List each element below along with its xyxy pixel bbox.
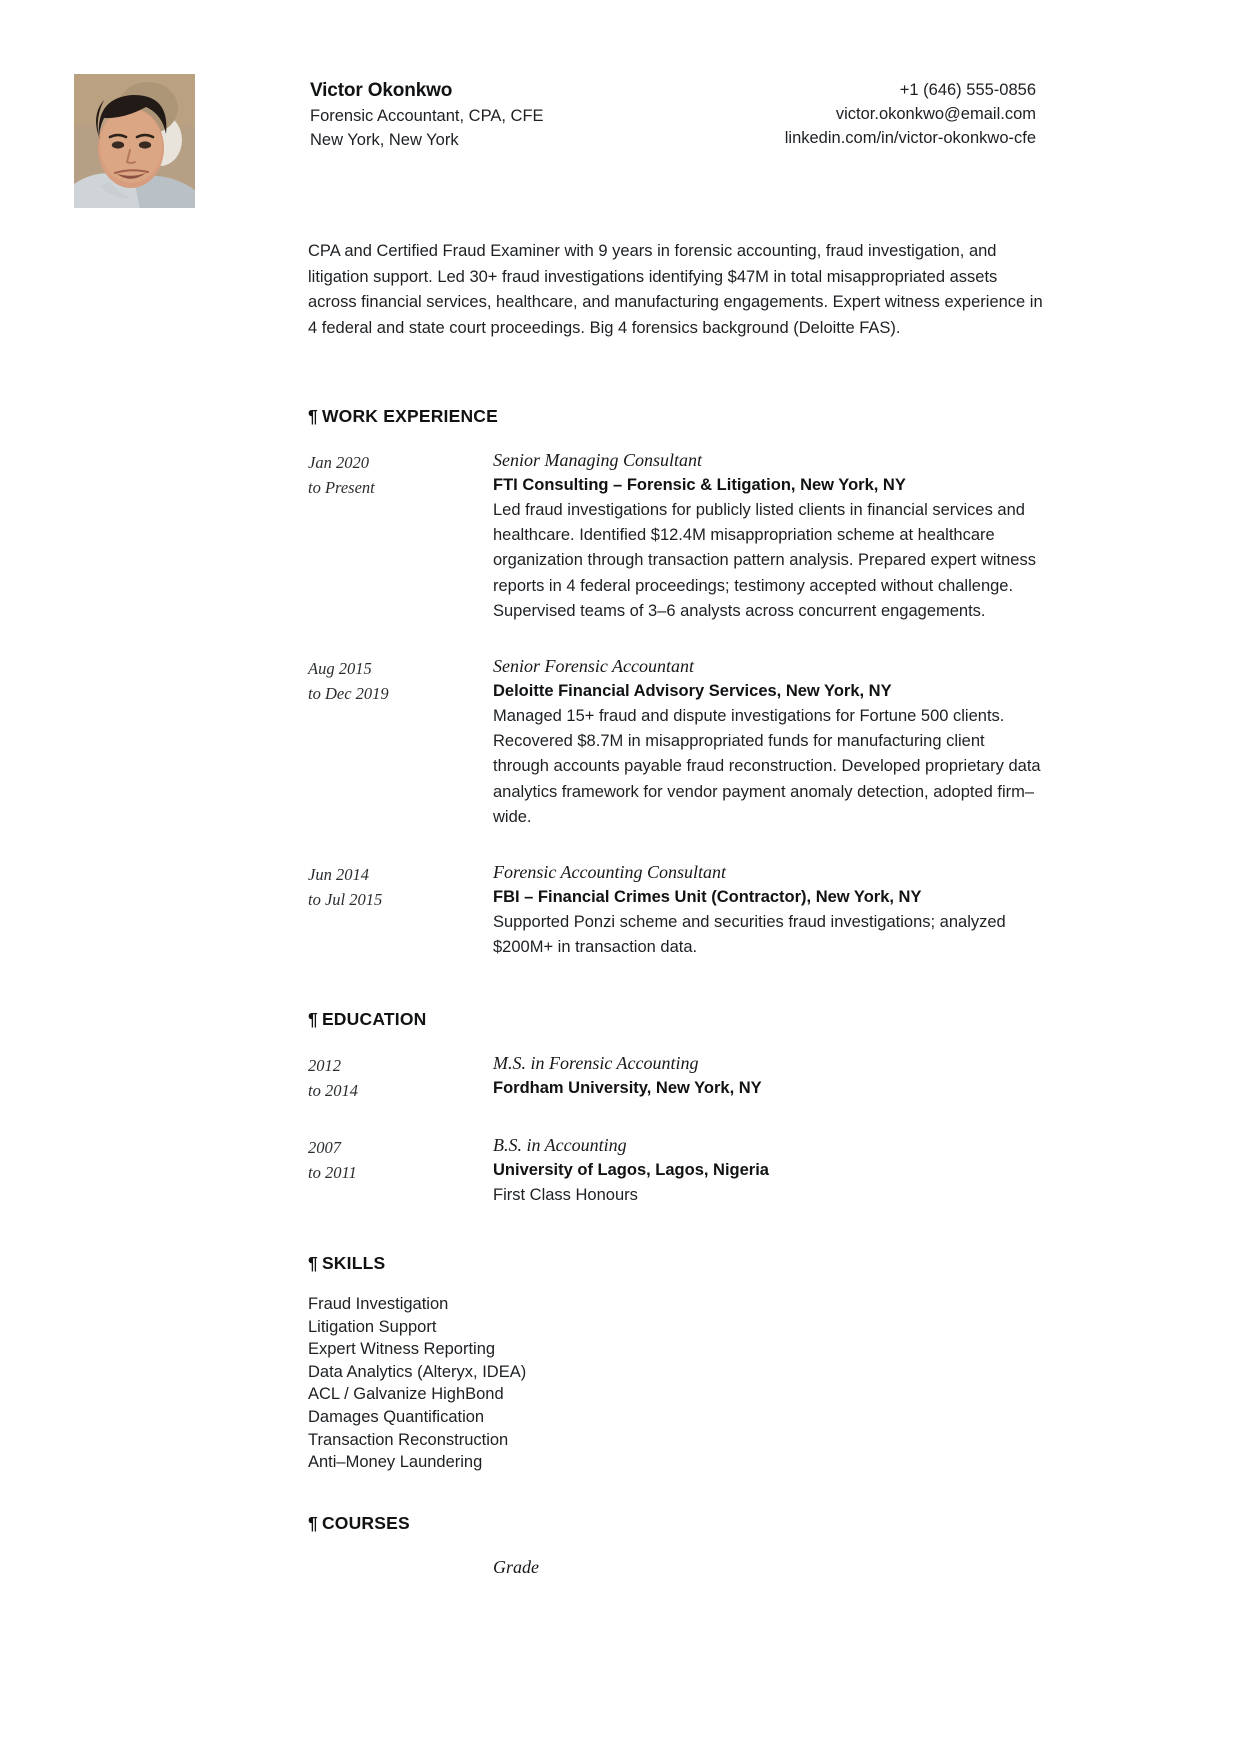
pilcrow-icon: ¶	[308, 1253, 318, 1273]
entry-dates	[308, 1556, 493, 1579]
entry-main	[493, 861, 1043, 960]
section-heading-courses-label: COURSES	[321, 1513, 410, 1533]
linkedin-url[interactable]: linkedin.com/in/victor-okonkwo-cfe	[784, 129, 1036, 147]
entry-organization: FTI Consulting – Forensic & Litigation, New York, NY	[493, 476, 906, 494]
skills-list	[308, 1293, 1043, 1474]
date-end: to 2014	[308, 1081, 358, 1100]
date-end: to Present	[308, 478, 375, 497]
page-title: Victor Okonkwo	[310, 80, 453, 101]
list-item: Damages Quantification	[308, 1407, 485, 1426]
date-start: 2007	[308, 1138, 341, 1157]
date-end: to 2011	[308, 1163, 357, 1182]
education-entry	[308, 1052, 1043, 1103]
resume-header	[0, 0, 1241, 208]
entry-main	[493, 1052, 1043, 1101]
date-start: Aug 2015	[308, 659, 372, 679]
entry-dates	[308, 449, 493, 500]
entry-main	[493, 1134, 1043, 1208]
list-item: Anti–Money Laundering	[308, 1453, 483, 1472]
education-entries	[308, 1052, 1043, 1208]
entry-dates	[308, 1052, 493, 1103]
entry-role: Forensic Accounting Consultant	[493, 862, 726, 883]
section-heading-work-label: WORK EXPERIENCE	[321, 406, 499, 426]
email-address[interactable]: victor.okonkwo@email.com	[835, 105, 1036, 123]
entry-description: Supported Ponzi scheme and securities fraud investigations; analyzed $200M+ in transaction data.	[493, 913, 1006, 957]
list-item: Transaction Reconstruction	[308, 1430, 509, 1449]
avatar	[74, 74, 195, 208]
list-item: Fraud Investigation	[308, 1295, 449, 1313]
pilcrow-icon: ¶	[308, 1513, 318, 1533]
list-item: ACL / Galvanize HighBond	[308, 1385, 504, 1404]
entry-description: Managed 15+ fraud and dispute investigations for Fortune 500 clients. Recovered $8.7M in misappropriated funds for manufacturing client through accounts payable fraud reconstruction. Developed proprietary data analytics framework for vendor payment anomaly detection, adopted firm–wide.	[493, 707, 1041, 826]
entry-role: Senior Forensic Accountant	[493, 656, 694, 677]
work-entry	[308, 655, 1043, 830]
entry-institution: Fordham University, New York, NY	[493, 1079, 762, 1097]
entry-description: First Class Honours	[493, 1186, 638, 1204]
location: New York, New York	[310, 131, 459, 149]
professional-title: Forensic Accountant, CPA, CFE	[310, 107, 544, 125]
entry-main	[493, 449, 1043, 624]
list-item: Litigation Support	[308, 1317, 437, 1336]
date-start: Jan 2020	[308, 453, 369, 472]
section-heading-skills	[308, 1253, 1043, 1274]
courses-grade-column-label: Grade	[493, 1557, 539, 1577]
section-heading-education	[308, 1009, 1043, 1030]
section-education	[308, 1009, 1043, 1208]
section-skills	[308, 1253, 1043, 1474]
entry-organization: FBI – Financial Crimes Unit (Contractor), New York, NY	[493, 888, 922, 907]
date-end: to Jul 2015	[308, 890, 383, 910]
education-entry	[308, 1134, 1043, 1208]
entry-description: Led fraud investigations for publicly listed clients in financial services and healthcare. Identified $12.4M misappropriation scheme at healthcare organization through transaction pattern analysis. Prepared expert witness reports in 4 federal proceedings; testimony accepted without challenge. Supervised teams of 3–6 analysts across concurrent engagements.	[493, 501, 1036, 620]
entry-dates	[308, 655, 493, 706]
entry-dates	[308, 861, 493, 912]
section-heading-education-label: EDUCATION	[321, 1009, 427, 1029]
work-entry	[308, 861, 1043, 960]
entry-role: Senior Managing Consultant	[493, 450, 703, 470]
section-heading-work	[308, 406, 1043, 427]
entry-degree: B.S. in Accounting	[493, 1135, 627, 1155]
section-heading-skills-label: SKILLS	[321, 1253, 386, 1273]
date-start: 2012	[308, 1056, 341, 1075]
entry-main	[493, 655, 1043, 830]
entry-institution: University of Lagos, Lagos, Nigeria	[493, 1161, 769, 1179]
entry-organization: Deloitte Financial Advisory Services, New York, NY	[493, 682, 892, 701]
section-heading-courses	[308, 1513, 1043, 1534]
date-end: to Dec 2019	[308, 684, 389, 704]
identity-block	[310, 74, 785, 152]
date-start: Jun 2014	[308, 865, 369, 885]
work-entry	[308, 449, 1043, 624]
list-item: Data Analytics (Alteryx, IDEA)	[308, 1362, 527, 1381]
section-work-experience	[308, 406, 1043, 960]
phone-number[interactable]: +1 (646) 555-0856	[899, 81, 1036, 99]
entry-dates	[308, 1134, 493, 1185]
entry-degree: M.S. in Forensic Accounting	[493, 1053, 699, 1073]
contact-block	[785, 74, 1036, 150]
work-entries	[308, 449, 1043, 960]
courses-header-row	[308, 1556, 1043, 1579]
pilcrow-icon: ¶	[308, 406, 318, 426]
summary-paragraph: CPA and Certified Fraud Examiner with 9 years in forensic accounting, fraud investigation, and litigation support. Led 30+ fraud investigations identifying $47M in total misappropriated assets across financial services, healthcare, and manufacturing engagements. Expert witness experience in 4 federal and state court proceedings. Big 4 forensics background (Deloitte FAS).	[308, 242, 1043, 337]
pilcrow-icon: ¶	[308, 1009, 318, 1029]
section-courses	[308, 1513, 1043, 1579]
list-item: Expert Witness Reporting	[308, 1340, 496, 1359]
